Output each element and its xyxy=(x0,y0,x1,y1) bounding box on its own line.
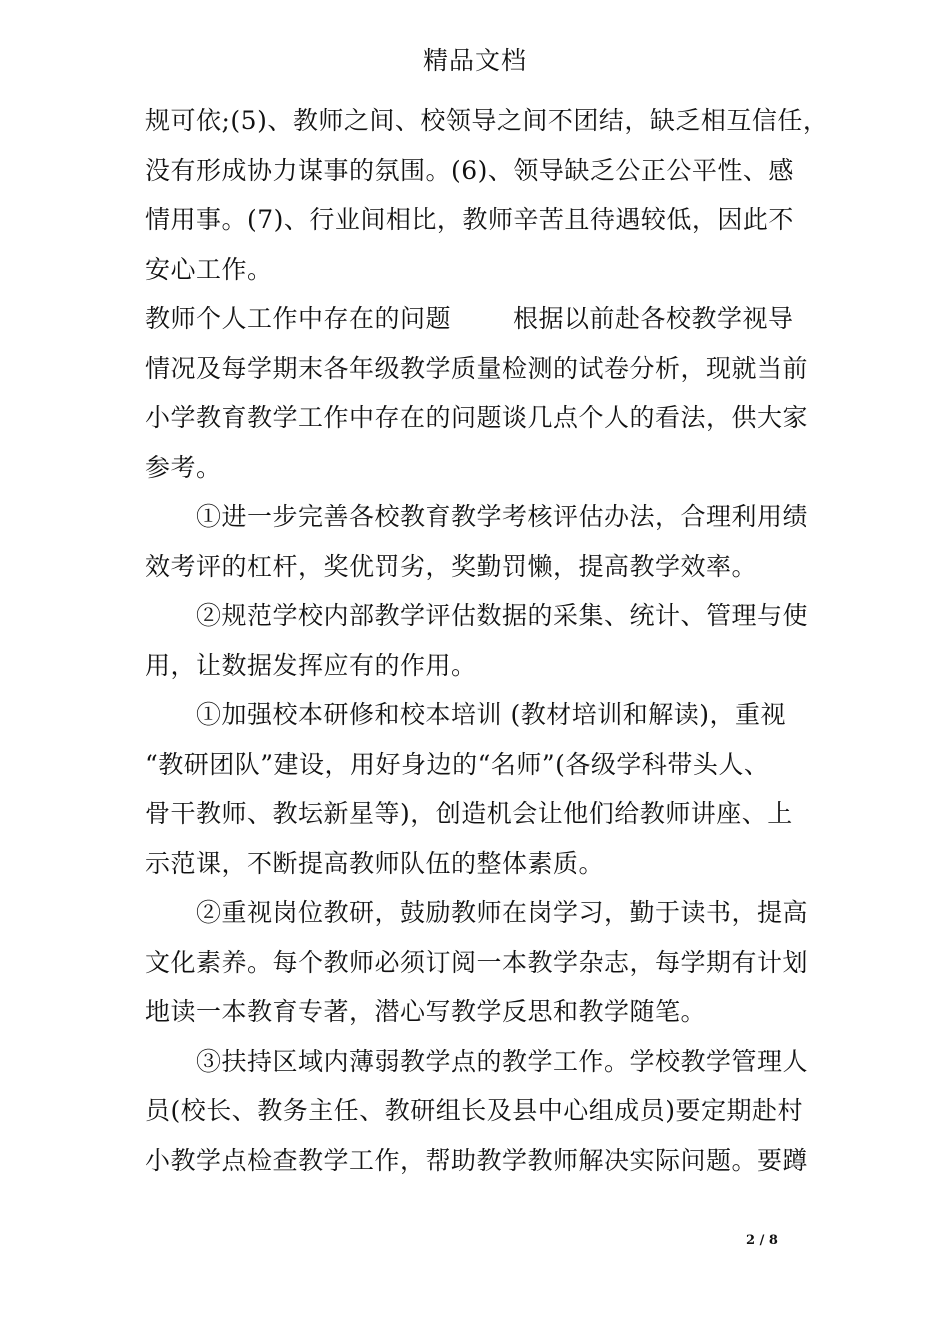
text-line: 安心工作。 xyxy=(145,254,273,284)
text-line: 小教学点检查教学工作，帮助教学教师解决实际问题。要蹲 xyxy=(145,1145,809,1175)
text-line: ③扶持区域内薄弱教学点的教学工作。学校教学管理人 xyxy=(145,1046,809,1076)
section-heading: 教师个人工作中存在的问题 xyxy=(145,304,452,333)
text-line: 规可依;(5)、教师之间、校领导之间不团结，缺乏相互信任， xyxy=(145,106,829,135)
section-heading-continuation: 根据以前赴各校教学视导 xyxy=(513,304,794,333)
page-number: 2 / 8 xyxy=(746,1233,778,1248)
text-line: ①进一步完善各校教育教学考核评估办法，合理利用绩 xyxy=(145,502,809,531)
document-body xyxy=(145,96,829,1185)
text-line: 情用事。(7)、行业间相比，教师辛苦且待遇较低，因此不 xyxy=(145,205,794,234)
text-line: 示范课，不断提高教师队伍的整体素质。 xyxy=(145,848,605,878)
text-line: 骨干教师、教坛新星等)，创造机会让他们给教师讲座、上 xyxy=(145,799,793,828)
text-line: ②规范学校内部教学评估数据的采集、统计、管理与使 xyxy=(145,601,809,630)
page-header-title: 精品文档 xyxy=(422,46,527,75)
text-line: 参考。 xyxy=(145,452,222,482)
text-line: 文化素养。每个教师必须订阅一本教学杂志，每学期有计划 xyxy=(145,947,809,977)
text-line: 用，让数据发挥应有的作用。 xyxy=(145,650,477,680)
text-line: 地读一本教育专著，潜心写教学反思和教学随笔。 xyxy=(145,997,707,1026)
text-line: ②重视岗位教研，鼓励教师在岗学习，勤于读书，提高 xyxy=(145,898,809,927)
text-line: 没有形成协力谋事的氛围。(6)、领导缺乏公正公平性、感 xyxy=(145,155,794,185)
text-line: 小学教育教学工作中存在的问题谈几点个人的看法，供大家 xyxy=(145,403,809,432)
text-line-section-heading xyxy=(145,294,815,344)
text-line: 员(校长、教务主任、教研组长及县中心组成员)要定期赴村 xyxy=(145,1096,804,1125)
text-line: “教研团队”建设，用好身边的“名师”(各级学科带头人、 xyxy=(145,749,770,779)
text-line: ①加强校本研修和校本培训 (教材培训和解读)，重视 xyxy=(145,700,786,729)
text-line: 情况及每学期末各年级教学质量检测的试卷分析，现就当前 xyxy=(145,353,809,383)
text-line: 效考评的杠杆，奖优罚劣，奖勤罚懒，提高教学效率。 xyxy=(145,551,758,581)
